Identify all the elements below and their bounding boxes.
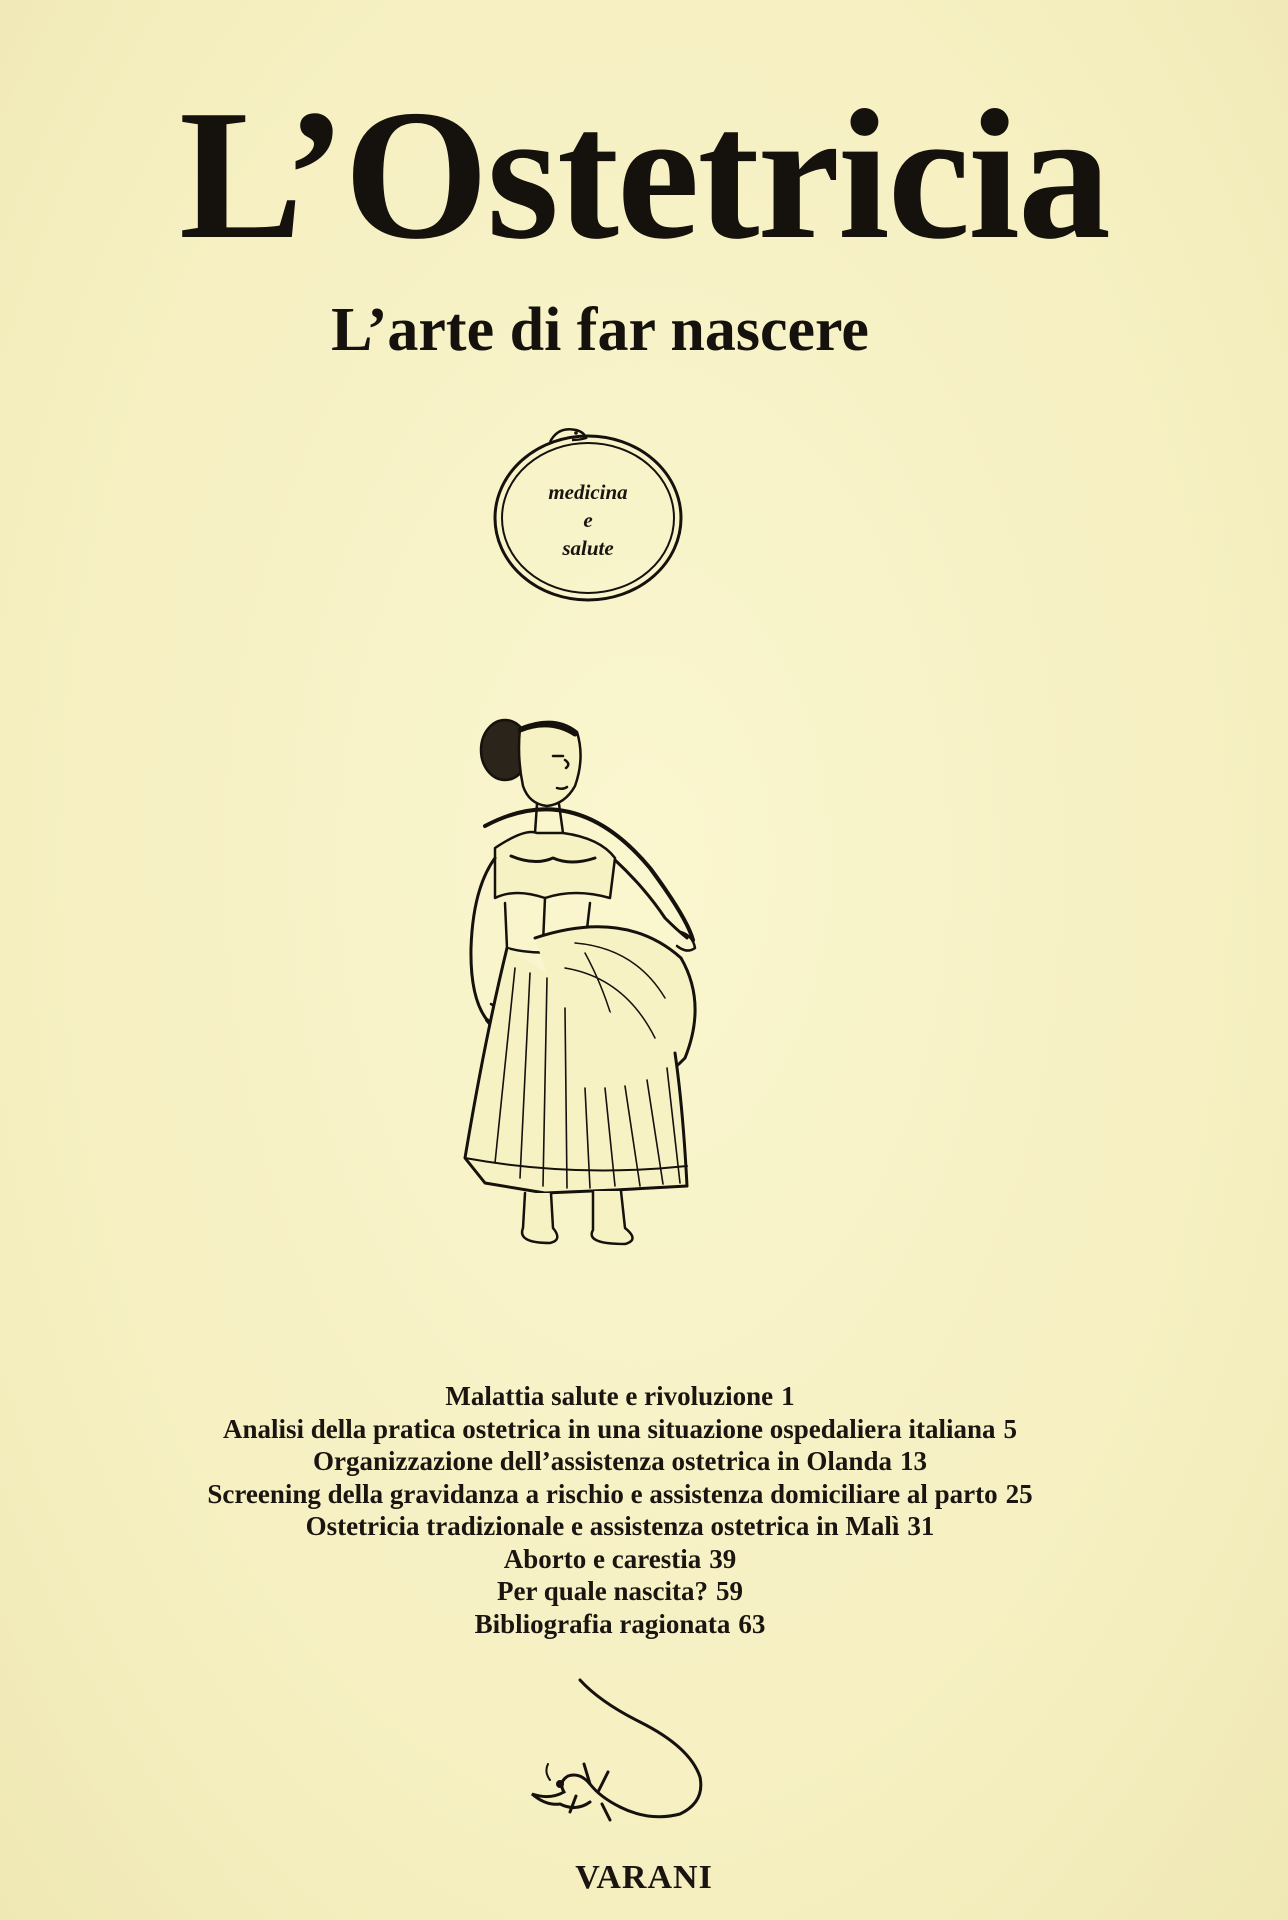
toc-item bbox=[100, 1510, 1140, 1543]
toc-page: 63 bbox=[738, 1608, 766, 1639]
seal-line-2: e bbox=[583, 508, 593, 532]
toc-title: Bibliografia ragionata bbox=[474, 1608, 731, 1639]
toc-page: 39 bbox=[709, 1543, 737, 1574]
salamander-serpent-mark-icon bbox=[520, 1672, 720, 1832]
table-of-contents bbox=[100, 1380, 1140, 1640]
toc-page: 13 bbox=[899, 1446, 927, 1476]
toc-page: 31 bbox=[907, 1511, 935, 1541]
toc-title: Per quale nascita? bbox=[497, 1576, 708, 1606]
series-seal bbox=[488, 418, 688, 608]
toc-item bbox=[100, 1608, 1140, 1641]
toc-item bbox=[100, 1575, 1140, 1608]
cover-title: L’Ostetricia bbox=[179, 72, 1109, 278]
cover-subtitle: L’arte di far nascere bbox=[331, 296, 869, 364]
toc-title: Organizzazione dell’assistenza ostetrica in Olanda bbox=[313, 1446, 892, 1476]
toc-page: 1 bbox=[781, 1381, 795, 1411]
toc-title: Screening della gravidanza a rischio e assistenza domiciliare al parto bbox=[207, 1478, 998, 1509]
pregnant-woman-woodcut-icon bbox=[425, 708, 765, 1283]
toc-item bbox=[100, 1478, 1140, 1511]
toc-title: Ostetricia tradizionale e assistenza ostetrica in Malì bbox=[305, 1511, 900, 1541]
publisher-mark bbox=[520, 1672, 720, 1832]
publisher-name: VARANI bbox=[575, 1859, 713, 1896]
toc-item bbox=[100, 1380, 1140, 1413]
toc-title: Analisi della pratica ostetrica in una situazione ospedaliera italiana bbox=[222, 1413, 996, 1444]
seal-line-3: salute bbox=[562, 536, 614, 560]
toc-title: Malattia salute e rivoluzione bbox=[445, 1381, 774, 1411]
toc-title: Aborto e carestia bbox=[503, 1543, 702, 1574]
toc-item bbox=[100, 1413, 1140, 1446]
toc-page: 59 bbox=[716, 1576, 743, 1606]
seal-text bbox=[488, 478, 688, 562]
cover-illustration bbox=[425, 708, 765, 1283]
toc-item bbox=[100, 1445, 1140, 1478]
toc-item bbox=[100, 1543, 1140, 1576]
seal-line-1: medicina bbox=[548, 480, 628, 504]
toc-page: 5 bbox=[1003, 1413, 1017, 1444]
toc-page: 25 bbox=[1005, 1478, 1033, 1509]
